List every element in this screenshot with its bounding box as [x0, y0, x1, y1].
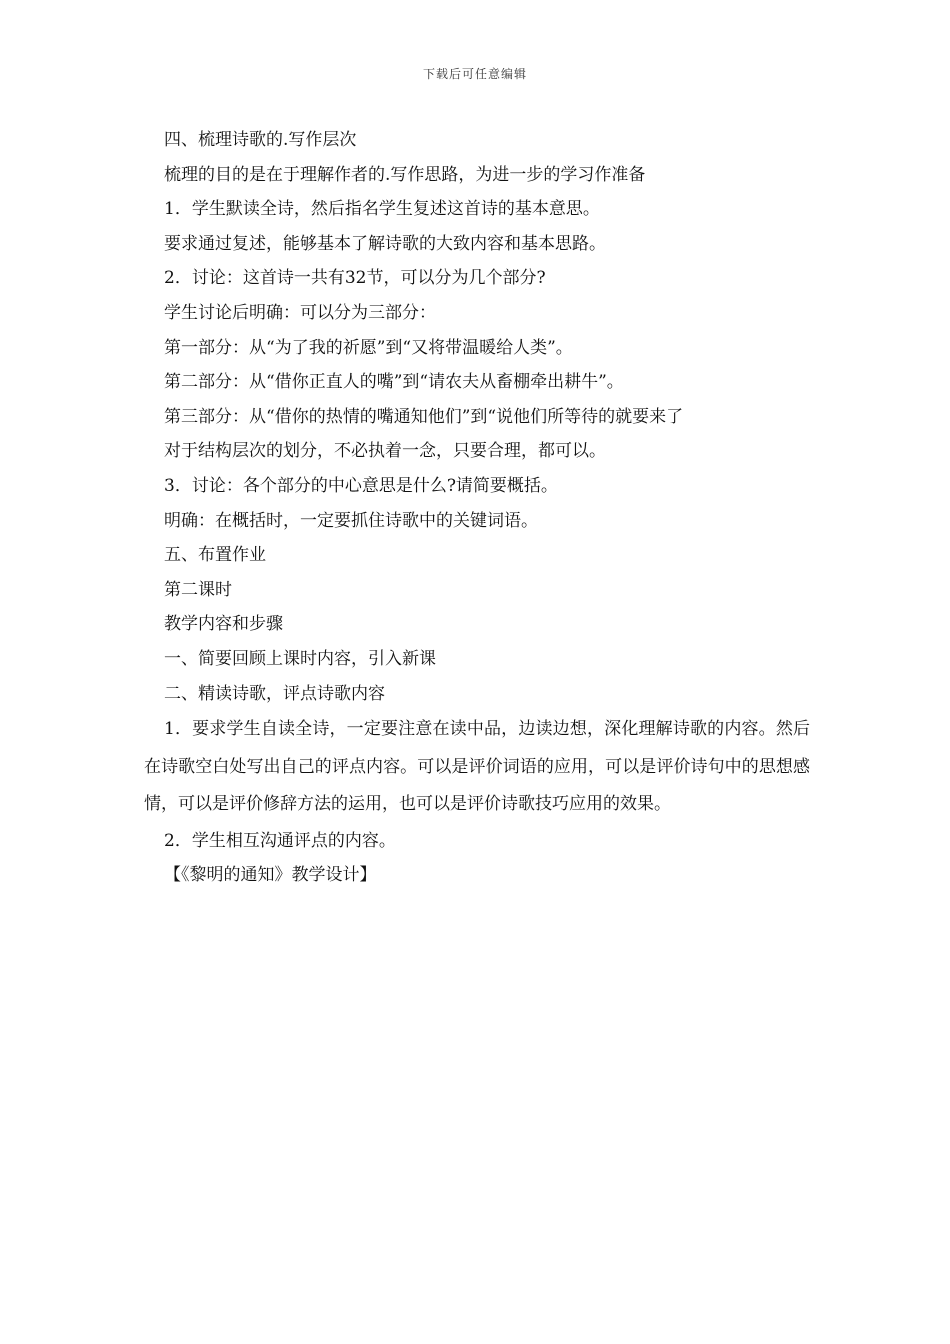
text-line: 第二部分：从“借你正直人的嘴”到“请农夫从畜棚牵出耕牛”。 — [164, 372, 624, 393]
text-line: 2．学生相互沟通评点的内容。 — [164, 830, 396, 851]
section-heading-5: 五、布置作业 — [164, 545, 266, 566]
text-line: 教学内容和步骤 — [164, 614, 283, 635]
page-header: 下载后可任意编辑 — [422, 67, 527, 81]
lesson-heading: 第二课时 — [164, 579, 232, 600]
text-line: 明确：在概括时，一定要抓住诗歌中的关键词语。 — [164, 510, 538, 531]
document-body — [144, 123, 810, 893]
body-paragraph: 1．要求学生自读全诗，一定要注意在读中品，边读边想，深化理解诗歌的内容。然后在诗歌空白处写出自己的评点内容。可以是评价词语的应用，可以是评价诗句中的思想感情，可以是评价修辞方法的运用，也可以是评价诗歌技巧应用的效果。 — [144, 719, 810, 815]
document-title-bracket: 【《黎明的通知》教学设计】 — [164, 865, 377, 886]
text-line: 第三部分：从“借你的热情的嘴通知他们”到“说他们所等待的就要来了 — [164, 406, 684, 427]
text-line: 学生讨论后明确：可以分为三部分： — [164, 302, 436, 323]
section-heading-4: 四、梳理诗歌的.写作层次 — [164, 130, 357, 150]
text-line: 第一部分：从“为了我的祈愿”到“又将带温暖给人类”。 — [164, 337, 573, 358]
text-line: 二、精读诗歌，评点诗歌内容 — [164, 683, 385, 704]
text-line: 一、简要回顾上课时内容，引入新课 — [164, 648, 436, 669]
text-line: 要求通过复述，能够基本了解诗歌的大致内容和基本思路。 — [164, 233, 606, 254]
text-line: 1．学生默读全诗，然后指名学生复述这首诗的基本意思。 — [164, 199, 600, 220]
text-line: 对于结构层次的划分，不必执着一念，只要合理，都可以。 — [164, 441, 606, 462]
text-line: 2．讨论：这首诗一共有32节，可以分为几个部分? — [164, 268, 546, 289]
text-line: 3．讨论：各个部分的中心意思是什么?请简要概括。 — [164, 475, 558, 496]
text-line: 梳理的目的是在于理解作者的.写作思路，为进一步的学习作准备 — [164, 164, 646, 185]
